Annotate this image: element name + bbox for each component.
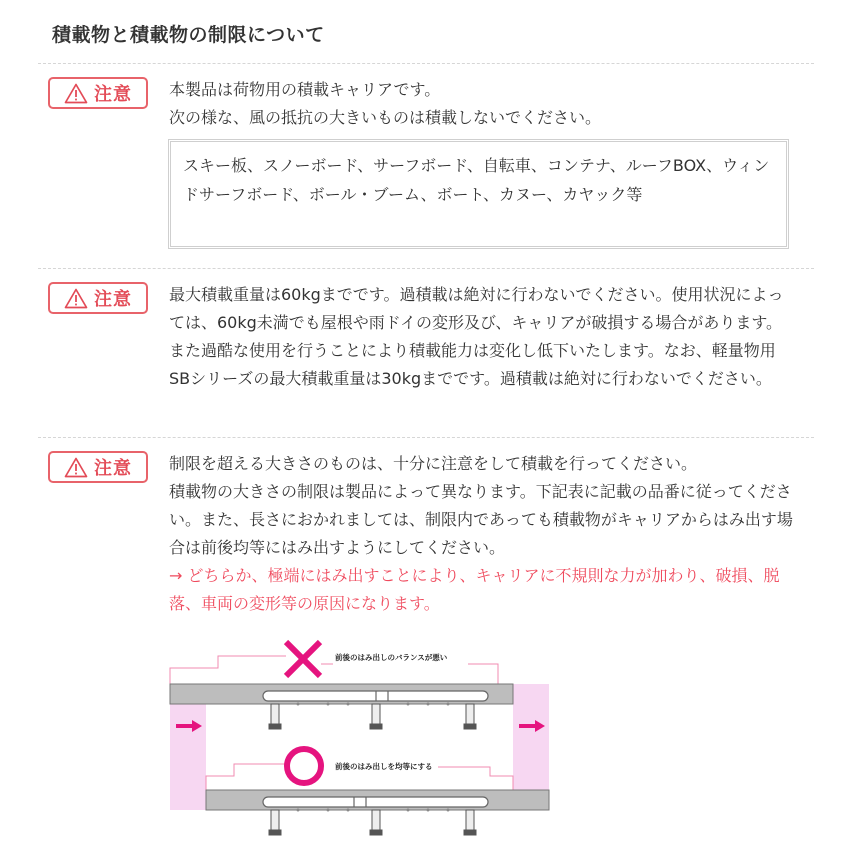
- guide-lines-top: [170, 656, 498, 684]
- warning-text: → どちらか、極端にはみ出すことにより、キャリアに不規則な力が加わり、破損、脱落、車両の変形等の原因になります。: [169, 566, 780, 613]
- divider: [38, 437, 814, 438]
- warning-icon: [64, 457, 88, 478]
- text-line: 積載物の大きさの制限は製品によって異なります。下記表に記載の品番に従ってください。また、長さにおかれましては、制限内であっても積載物がキャリアからはみ出す場合は前後均等にはみ出すようにしてください。: [169, 482, 793, 557]
- carrier-rail: [263, 691, 488, 701]
- section-2-text: [169, 281, 794, 393]
- caution-label: 注意: [94, 289, 132, 310]
- bad-balance-label: 前後のはみ出しのバランスが悪い: [335, 653, 448, 662]
- text-line: 本製品は荷物用の積載キャリアです。: [169, 80, 441, 99]
- caution-badge: [48, 77, 148, 109]
- divider: [38, 268, 814, 269]
- section-3-text: [169, 450, 794, 618]
- text-line: 次の様な、風の抵抗の大きいものは積載しないでください。: [169, 108, 602, 127]
- good-balance-label: 前後のはみ出しを均等にする: [335, 762, 433, 771]
- caution-badge: [48, 451, 148, 483]
- carrier-foot: [269, 810, 476, 835]
- divider: [38, 63, 814, 64]
- warning-icon: [64, 288, 88, 309]
- text-line: 制限を超える大きさのものは、十分に注意をして積載を行ってください。: [169, 454, 698, 473]
- page-title: 積載物と積載物の制限について: [52, 24, 325, 46]
- caution-label: 注意: [94, 84, 132, 105]
- caution-label: 注意: [94, 458, 132, 479]
- direction-arrow: [176, 720, 545, 732]
- circle-mark-icon: [287, 749, 321, 783]
- prohibited-items-box: スキー板、スノーボード、サーフボード、自転車、コンテナ、ルーフBOX、ウィンドサーフボード、ボール・ブーム、ボート、カヌー、カヤック等: [168, 139, 789, 249]
- text-paragraph: 最大積載重量は60kgまでです。過積載は絶対に行わないでください。使用状況によっては、60kg未満でも屋根や雨ドイの変形及び、キャリアが破損する場合があります。また過酷な使用を行うことにより積載能力は変化し低下いたします。なお、軽量物用SBシリーズの最大積載重量は30kgまでです。過積載は絶対に行わないでください。: [169, 285, 784, 388]
- section-1-text: [169, 76, 794, 132]
- warning-icon: [64, 83, 88, 104]
- carrier-rail: [263, 797, 488, 807]
- cross-mark-icon: [286, 642, 320, 676]
- carrier-foot: [269, 704, 476, 729]
- caution-badge: [48, 282, 148, 314]
- overhang-diagram: [168, 636, 550, 846]
